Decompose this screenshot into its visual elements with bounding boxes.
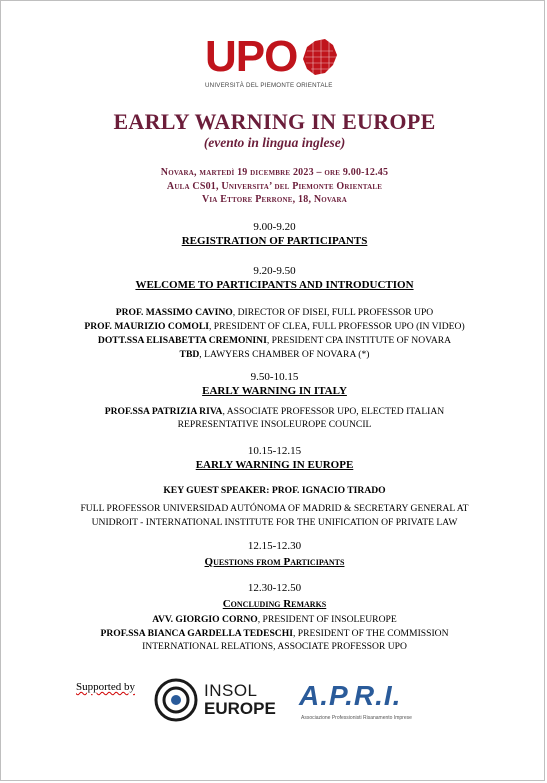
event-subtitle: (evento in lingua inglese) xyxy=(203,135,346,150)
event-room-line: Aula CS01, Universita’ del Piemonte Orientale xyxy=(166,181,383,192)
speaker-line xyxy=(1,335,547,346)
session-time: 9.20-9.50 xyxy=(253,265,296,277)
insol-ring-icon xyxy=(153,677,199,723)
speaker-role: , PRESIDENT OF CLEA, FULL PROFESSOR UPO (IN VIDEO) xyxy=(208,321,465,332)
speaker-name: AVV. GIORGIO CORNO xyxy=(152,614,258,625)
event-date-line: Novara, martedì 19 dicembre 2023 – ore 9.00-12.45 xyxy=(160,167,389,178)
session-time: 12.15-12.30 xyxy=(247,540,302,552)
insol-europe-logo xyxy=(153,677,283,725)
session-heading: REGISTRATION OF PARTICIPANTS xyxy=(181,235,368,247)
speaker-name: PROF. MASSIMO CAVINO xyxy=(115,307,233,318)
event-title: EARLY WARNING IN EUROPE xyxy=(113,109,436,134)
key-guest-speaker: KEY GUEST SPEAKER: PROF. IGNACIO TIRADO xyxy=(163,485,386,496)
apri-logo xyxy=(299,681,419,723)
speaker-name: PROF.SSA PATRIZIA RIVA xyxy=(104,406,223,417)
insol-line1: INSOL xyxy=(204,681,258,700)
speaker-line xyxy=(1,321,547,332)
speaker-line xyxy=(1,349,547,360)
session-heading: EARLY WARNING IN EUROPE xyxy=(195,459,354,471)
speaker-role-continued: REPRESENTATIVE INSOLEUROPE COUNCIL xyxy=(177,419,372,430)
session-time: 9.50-10.15 xyxy=(250,371,299,383)
speaker-line xyxy=(1,614,547,625)
speaker-role-continued: INTERNATIONAL RELATIONS, ASSOCIATE PROFESSOR UPO xyxy=(142,641,407,652)
speaker-name: DOTT.SSA ELISABETTA CREMONINI xyxy=(97,335,267,346)
speaker-line xyxy=(1,406,547,417)
apri-wordmark: A.P.R.I. xyxy=(299,680,402,711)
upo-logo-subtitle: UNIVERSITÀ DEL PIEMONTE ORIENTALE xyxy=(205,82,333,89)
session-time: 12.30-12.50 xyxy=(247,582,302,594)
event-address-line: Via Ettore Perrone, 18, Novara xyxy=(201,194,348,205)
session-heading: Questions from Participants xyxy=(204,556,345,568)
speaker-role: , ASSOCIATE PROFESSOR UPO, ELECTED ITALIAN xyxy=(222,406,445,417)
session-heading: EARLY WARNING IN ITALY xyxy=(202,385,347,397)
session-time: 10.15-12.15 xyxy=(247,445,302,457)
session-heading: WELCOME TO PARTICIPANTS AND INTRODUCTION xyxy=(135,279,414,291)
speaker-role: FULL PROFESSOR UNIVERSIDAD AUTÓNOMA OF MADRID & SECRETARY GENERAL AT xyxy=(80,503,469,514)
speaker-role: , PRESIDENT OF INSOLEUROPE xyxy=(257,614,397,625)
speaker-line xyxy=(1,628,547,639)
upo-wordmark: UPO xyxy=(205,32,298,81)
speaker-name: TBD xyxy=(179,349,200,360)
speaker-role: , DIRECTOR OF DISEI, FULL PROFESSOR UPO xyxy=(232,307,434,318)
insol-line2: EUROPE xyxy=(204,699,276,718)
session-heading: Concluding Remarks xyxy=(222,598,327,610)
session-time: 9.00-9.20 xyxy=(253,221,296,233)
speaker-role-continued: UNIDROIT - INTERNATIONAL INSTITUTE FOR THE UNIFICATION OF PRIVATE LAW xyxy=(91,517,458,528)
supported-by-label: Supported by xyxy=(76,681,135,693)
speaker-role: , PRESIDENT CPA INSTITUTE OF NOVARA xyxy=(266,335,452,346)
apri-subtitle: Associazione Professionisti Risanamento Imprese xyxy=(301,715,412,721)
speaker-name: PROF. MAURIZIO COMOLI xyxy=(84,321,209,332)
upo-logo xyxy=(205,32,345,93)
piedmont-map-icon xyxy=(297,37,339,77)
speaker-line xyxy=(1,307,547,318)
speaker-role: , LAWYERS CHAMBER OF NOVARA (*) xyxy=(199,349,370,360)
speaker-name: PROF.SSA BIANCA GARDELLA TEDESCHI xyxy=(100,628,293,639)
speaker-role: , PRESIDENT OF THE COMMISSION xyxy=(292,628,449,639)
insol-wordmark xyxy=(204,682,276,718)
